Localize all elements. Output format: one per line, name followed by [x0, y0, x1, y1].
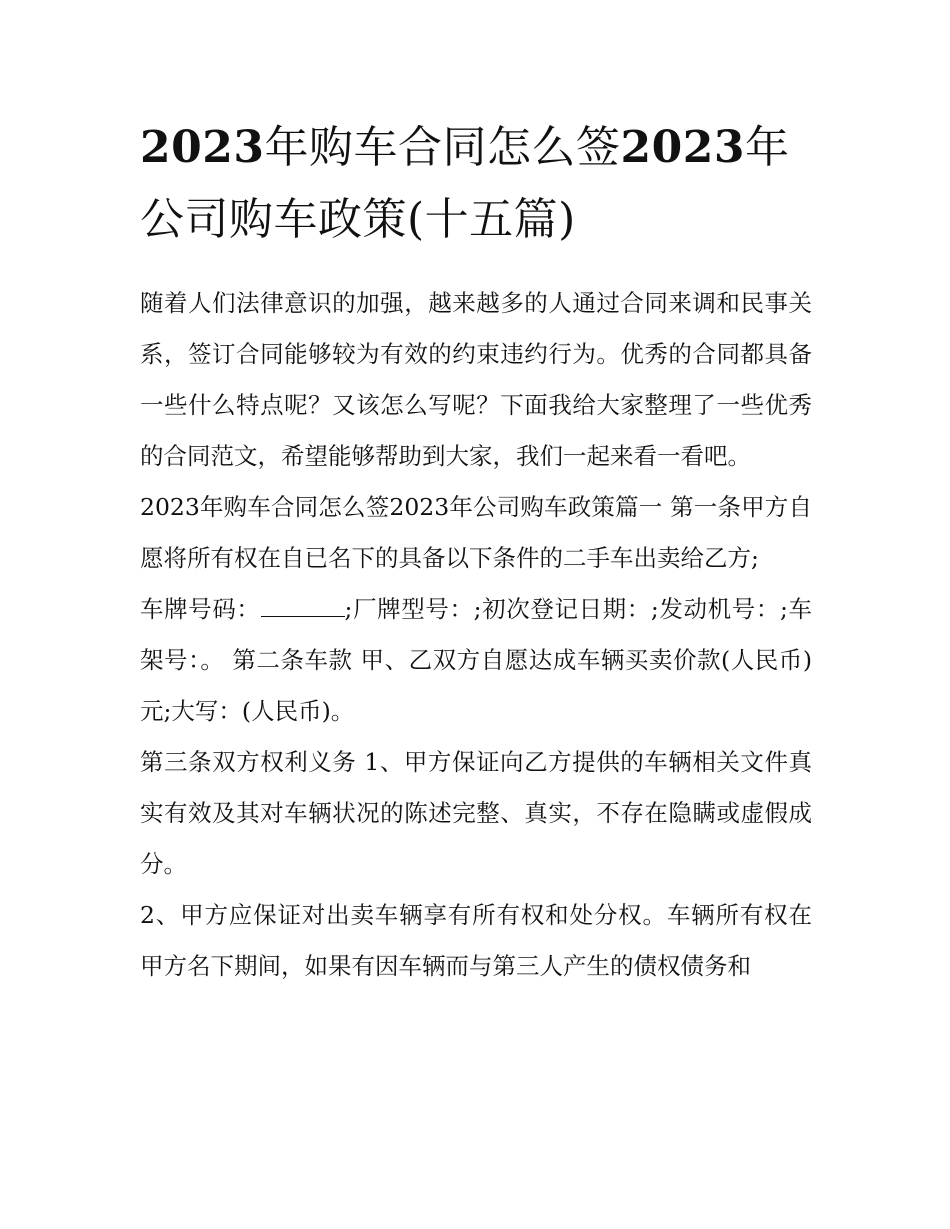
- document-page: [140, 112, 812, 992]
- vehicle-info-paragraph: [140, 584, 812, 737]
- title-text-2: 年公司购车政策(十五篇): [140, 122, 790, 245]
- title-year-1: 2023: [140, 122, 265, 173]
- document-title: [140, 112, 812, 256]
- clause3-item2-paragraph: 2、甲方应保证对出卖车辆享有所有权和处分权。车辆所有权在甲方名下期间，如果有因车辆而与第三人产生的债权债务和: [140, 901, 812, 980]
- vehicle-info-text: ;厂牌型号：;初次登记日期：;发动机号：;车架号：。 第二条车款 甲、乙双方自愿达成车辆买卖价款(人民币)元;大写：(人民币)。: [140, 595, 813, 725]
- intro-paragraph: 随着人们法律意识的加强，越来越多的人通过合同来调和民事关系，签订合同能够较为有效的约束违约行为。优秀的合同都具备一些什么特点呢？又该怎么写呢？下面我给大家整理了一些优秀的合同范文，希望能够帮助到大家，我们一起来看一看吧。: [140, 289, 812, 470]
- plate-number-label: 车牌号码：: [140, 595, 261, 623]
- clause3-paragraph: 第三条双方权利义务 1、甲方保证向乙方提供的车辆相关文件真实有效及其对车辆状况的陈述完整、真实，不存在隐瞒或虚假成分。: [140, 748, 812, 878]
- title-text-1: 年购车合同怎么签: [264, 122, 621, 173]
- plate-number-blank: [261, 598, 345, 617]
- title-year-2: 2023: [620, 122, 745, 173]
- clause1-paragraph: 2023年购车合同怎么签2023年公司购车政策篇一 第一条甲方自愿将所有权在自已名下的具备以下条件的二手车出卖给乙方;: [140, 493, 812, 572]
